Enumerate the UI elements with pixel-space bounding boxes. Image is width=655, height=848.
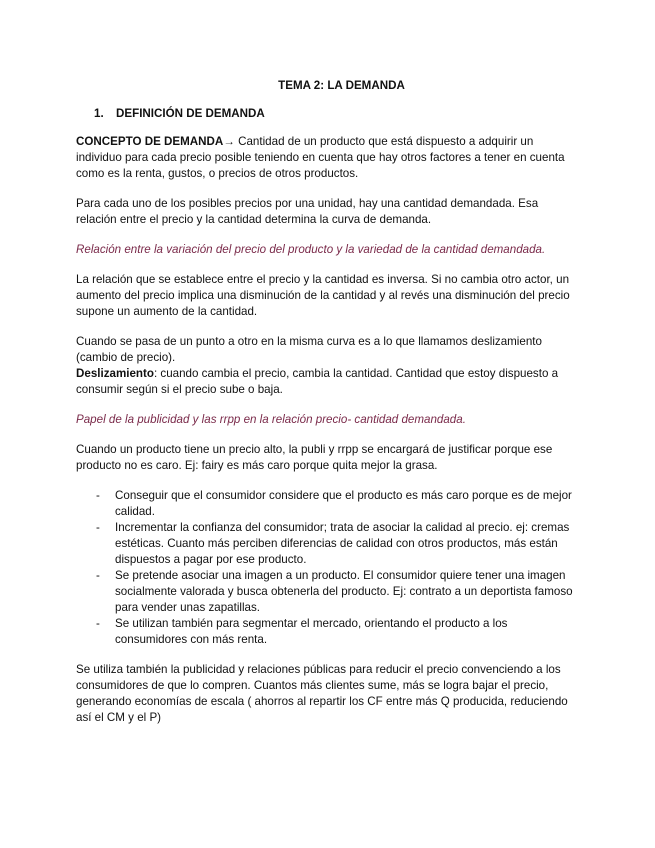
deslizamiento-intro-paragraph: Cuando se pasa de un punto a otro en la misma curva es a lo que llamamos deslizamiento (cambio de precio). — [76, 335, 542, 364]
list-item-text: Conseguir que el consumidor considere que el producto es más caro porque es de mejor calidad. — [115, 489, 572, 518]
dash-marker: - — [96, 489, 100, 502]
list-item — [76, 488, 581, 520]
final-paragraph: Se utiliza también la publicidad y relaciones públicas para reducir el precio convenciendo a los consumidores de que lo compren. Cuantos más clientes sume, más se logra bajar el precio, generando economías de escala ( ahorros al repartir los CF entre más Q producida, reduciendo así el CM y el P) — [76, 663, 568, 724]
deslizamiento-label: Deslizamiento — [76, 367, 154, 380]
relacion-paragraph: La relación que se establece entre el precio y la cantidad es inversa. Si no cambia otro actor, un aumento del precio implica una disminución de la cantidad y al revés una disminución del precio supone un aumento de la cantidad. — [76, 273, 570, 318]
subheading-publicidad: Papel de la publicidad y las rrpp en la relación precio- cantidad demandada. — [76, 413, 466, 426]
subheading-relacion: Relación entre la variación del precio del producto y la variedad de la cantidad demandada. — [76, 243, 546, 256]
list-item — [76, 616, 581, 648]
deslizamiento-text: : cuando cambia el precio, cambia la cantidad. Cantidad que estoy dispuesto a consumir según si el precio sube o baja. — [76, 367, 559, 396]
concepto-label: CONCEPTO DE DEMANDA — [76, 135, 224, 148]
deslizamiento-paragraph — [76, 366, 581, 398]
list-item-text: Se pretende asociar una imagen a un producto. El consumidor quiere tener una imagen socialmente valorada y busca obtenerla del producto. Ej: contrato a un deportista famoso para vender unas zapatillas. — [115, 569, 573, 614]
dash-marker: - — [96, 617, 100, 630]
list-item-text: Se utilizan también para segmentar el mercado, orientando el producto a los consumidores con más renta. — [115, 617, 508, 646]
precios-paragraph: Para cada uno de los posibles precios por una unidad, hay una cantidad demandada. Esa relación entre el precio y la cantidad determina la curva de demanda. — [76, 197, 539, 226]
list-item — [76, 520, 581, 568]
dash-marker: - — [96, 521, 100, 534]
arrow-glyph: → — [223, 135, 235, 148]
section-number: 1. — [94, 107, 104, 120]
publicidad-paragraph: Cuando un producto tiene un precio alto, la publi y rrpp se encargará de justificar porque ese producto no es caro. Ej: fairy es más caro porque quita mejor la grasa. — [76, 443, 553, 472]
list-item-text: Incrementar la confianza del consumidor; trata de asociar la calidad al precio. ej: cremas estéticas. Cuanto más perciben diferencias de calidad con otros productos, más están dispuestos a pagar por ese producto. — [115, 521, 570, 566]
document-page — [76, 78, 581, 740]
concepto-text: Cantidad de un producto que está dispuesto a adquirir un individuo para cada precio posible teniendo en cuenta que hay otros factores a tener en cuenta como es la renta, gustos, o precios de otros productos. — [76, 135, 565, 180]
page-title: TEMA 2: LA DEMANDA — [278, 79, 405, 92]
dash-marker: - — [96, 569, 100, 582]
section-heading-text: DEFINICIÓN DE DEMANDA — [116, 107, 265, 120]
section-heading — [76, 106, 581, 122]
list-item — [76, 568, 581, 616]
bullet-list — [76, 488, 581, 648]
concepto-paragraph — [76, 134, 581, 182]
